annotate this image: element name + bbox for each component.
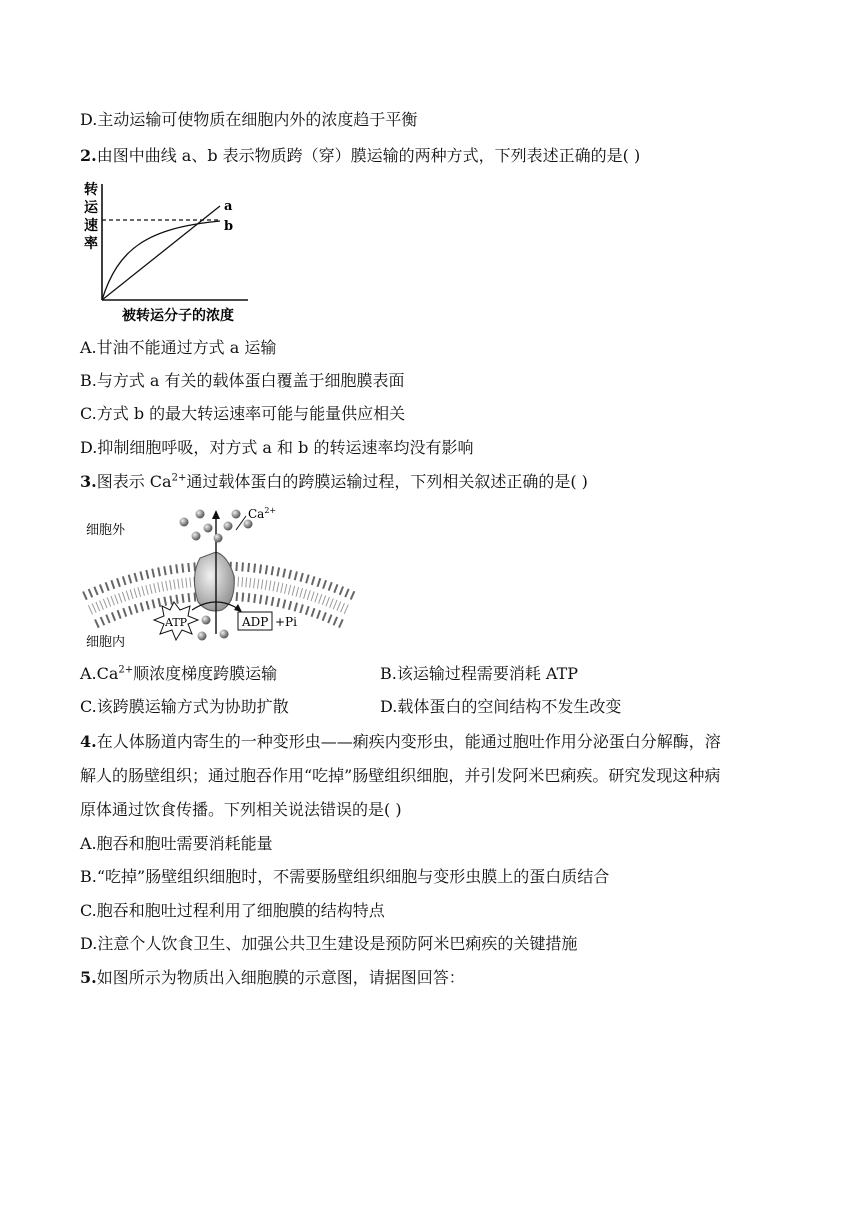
q3-options-row1 <box>80 662 277 686</box>
q4-option-a: A.胞吞和胞吐需要消耗能量 <box>80 834 273 853</box>
y-axis-label-1: 转 <box>84 182 98 198</box>
y-axis-label-3: 速 <box>84 218 98 234</box>
q3-stem-sup: 2+ <box>171 472 187 484</box>
q2-number: 2. <box>80 146 97 165</box>
ion <box>214 534 223 543</box>
q4-option-d: D.注意个人饮食卫生、加强公共卫生建设是预防阿米巴痢疾的关键措施 <box>80 934 578 953</box>
q4-stem-line2: 解人的肠壁组织；通过胞吞作用“吃掉”肠壁组织细胞，并引发阿米巴痢疾。研究发现这种病 <box>80 766 721 785</box>
q3-number: 3. <box>80 472 97 491</box>
q3-option-b: B.该运输过程需要消耗 ATP <box>380 664 579 683</box>
q3-option-d: D.载体蛋白的空间结构不发生改变 <box>380 697 622 716</box>
ion <box>204 524 213 533</box>
q4-option-b: B.“吃掉”肠壁组织细胞时，不需要肠壁组织细胞与变形虫膜上的蛋白质结合 <box>80 867 610 886</box>
q3-stem <box>80 470 588 494</box>
q3-option-c: C.该跨膜运输方式为协助扩散 <box>80 697 289 716</box>
x-axis-label: 被转运分子的浓度 <box>122 308 234 324</box>
adp-label: ADP <box>242 615 269 629</box>
q3-stem-pre: 图表示 Ca <box>96 472 172 491</box>
q3-membrane-figure <box>78 506 368 652</box>
q2-transport-graph <box>78 178 258 328</box>
curve-a-label: a <box>224 199 233 214</box>
q3-option-a: $A.Ca^{2+}$顺浓度梯度跨膜运输 <box>80 664 278 683</box>
curve-b <box>102 221 220 300</box>
q1-option-d: D.主动运输可使物质在细胞内外的浓度趋于平衡 <box>80 110 418 129</box>
ion <box>192 532 201 541</box>
q4-option-c: C.胞吞和胞吐过程利用了细胞膜的结构特点 <box>80 901 385 920</box>
q5-number: 5. <box>80 968 97 987</box>
pi-label: +Pi <box>275 615 297 629</box>
y-axis-label-4: 率 <box>84 236 98 252</box>
ion <box>198 632 207 641</box>
atp-label: ATP <box>165 616 188 629</box>
ion <box>180 518 189 527</box>
q4-line1-text: 在人体肠道内寄生的一种变形虫——痢疾内变形虫，能通过胞吐作用分泌蛋白分解酶，溶 <box>96 732 721 751</box>
ion <box>196 510 205 519</box>
q2-option-c: C.方式 b 的最大转运速率可能与能量供应相关 <box>80 404 406 423</box>
q2-stem <box>80 144 640 168</box>
q2-stem-text: 由图中曲线 a、b 表示物质跨（穿）膜运输的两种方式，下列表述正确的是( ) <box>96 146 641 165</box>
reaction-arrow-head <box>234 604 242 612</box>
inside-label: 细胞内 <box>86 635 126 650</box>
ion <box>220 630 229 639</box>
q4-stem-line3: 原体通过饮食传播。下列相关说法错误的是( ) <box>80 800 402 819</box>
outside-label: 细胞外 <box>86 523 126 538</box>
q4-stem-line1 <box>80 730 721 754</box>
ion-label: $Ca^{2+}$ <box>248 506 277 521</box>
ion <box>232 510 241 519</box>
q2-option-a: A.甘油不能通过方式 a 运输 <box>80 338 277 357</box>
q4-number: 4. <box>80 732 97 751</box>
ion <box>202 616 211 625</box>
curve-b-label: b <box>224 219 234 234</box>
transport-arrow-head <box>212 510 220 519</box>
q5-stem-text: 如图所示为物质出入细胞膜的示意图，请据图回答： <box>96 968 465 987</box>
q2-option-b: B.与方式 a 有关的载体蛋白覆盖于细胞膜表面 <box>80 371 405 390</box>
ion <box>224 522 233 531</box>
q2-option-d: D.抑制细胞呼吸，对方式 a 和 b 的转运速率均没有影响 <box>80 438 474 457</box>
y-axis-label-2: 运 <box>84 200 98 216</box>
q3-stem-post: 通过载体蛋白的跨膜运输过程，下列相关叙述正确的是( ) <box>186 472 588 491</box>
q5-stem <box>80 966 465 990</box>
